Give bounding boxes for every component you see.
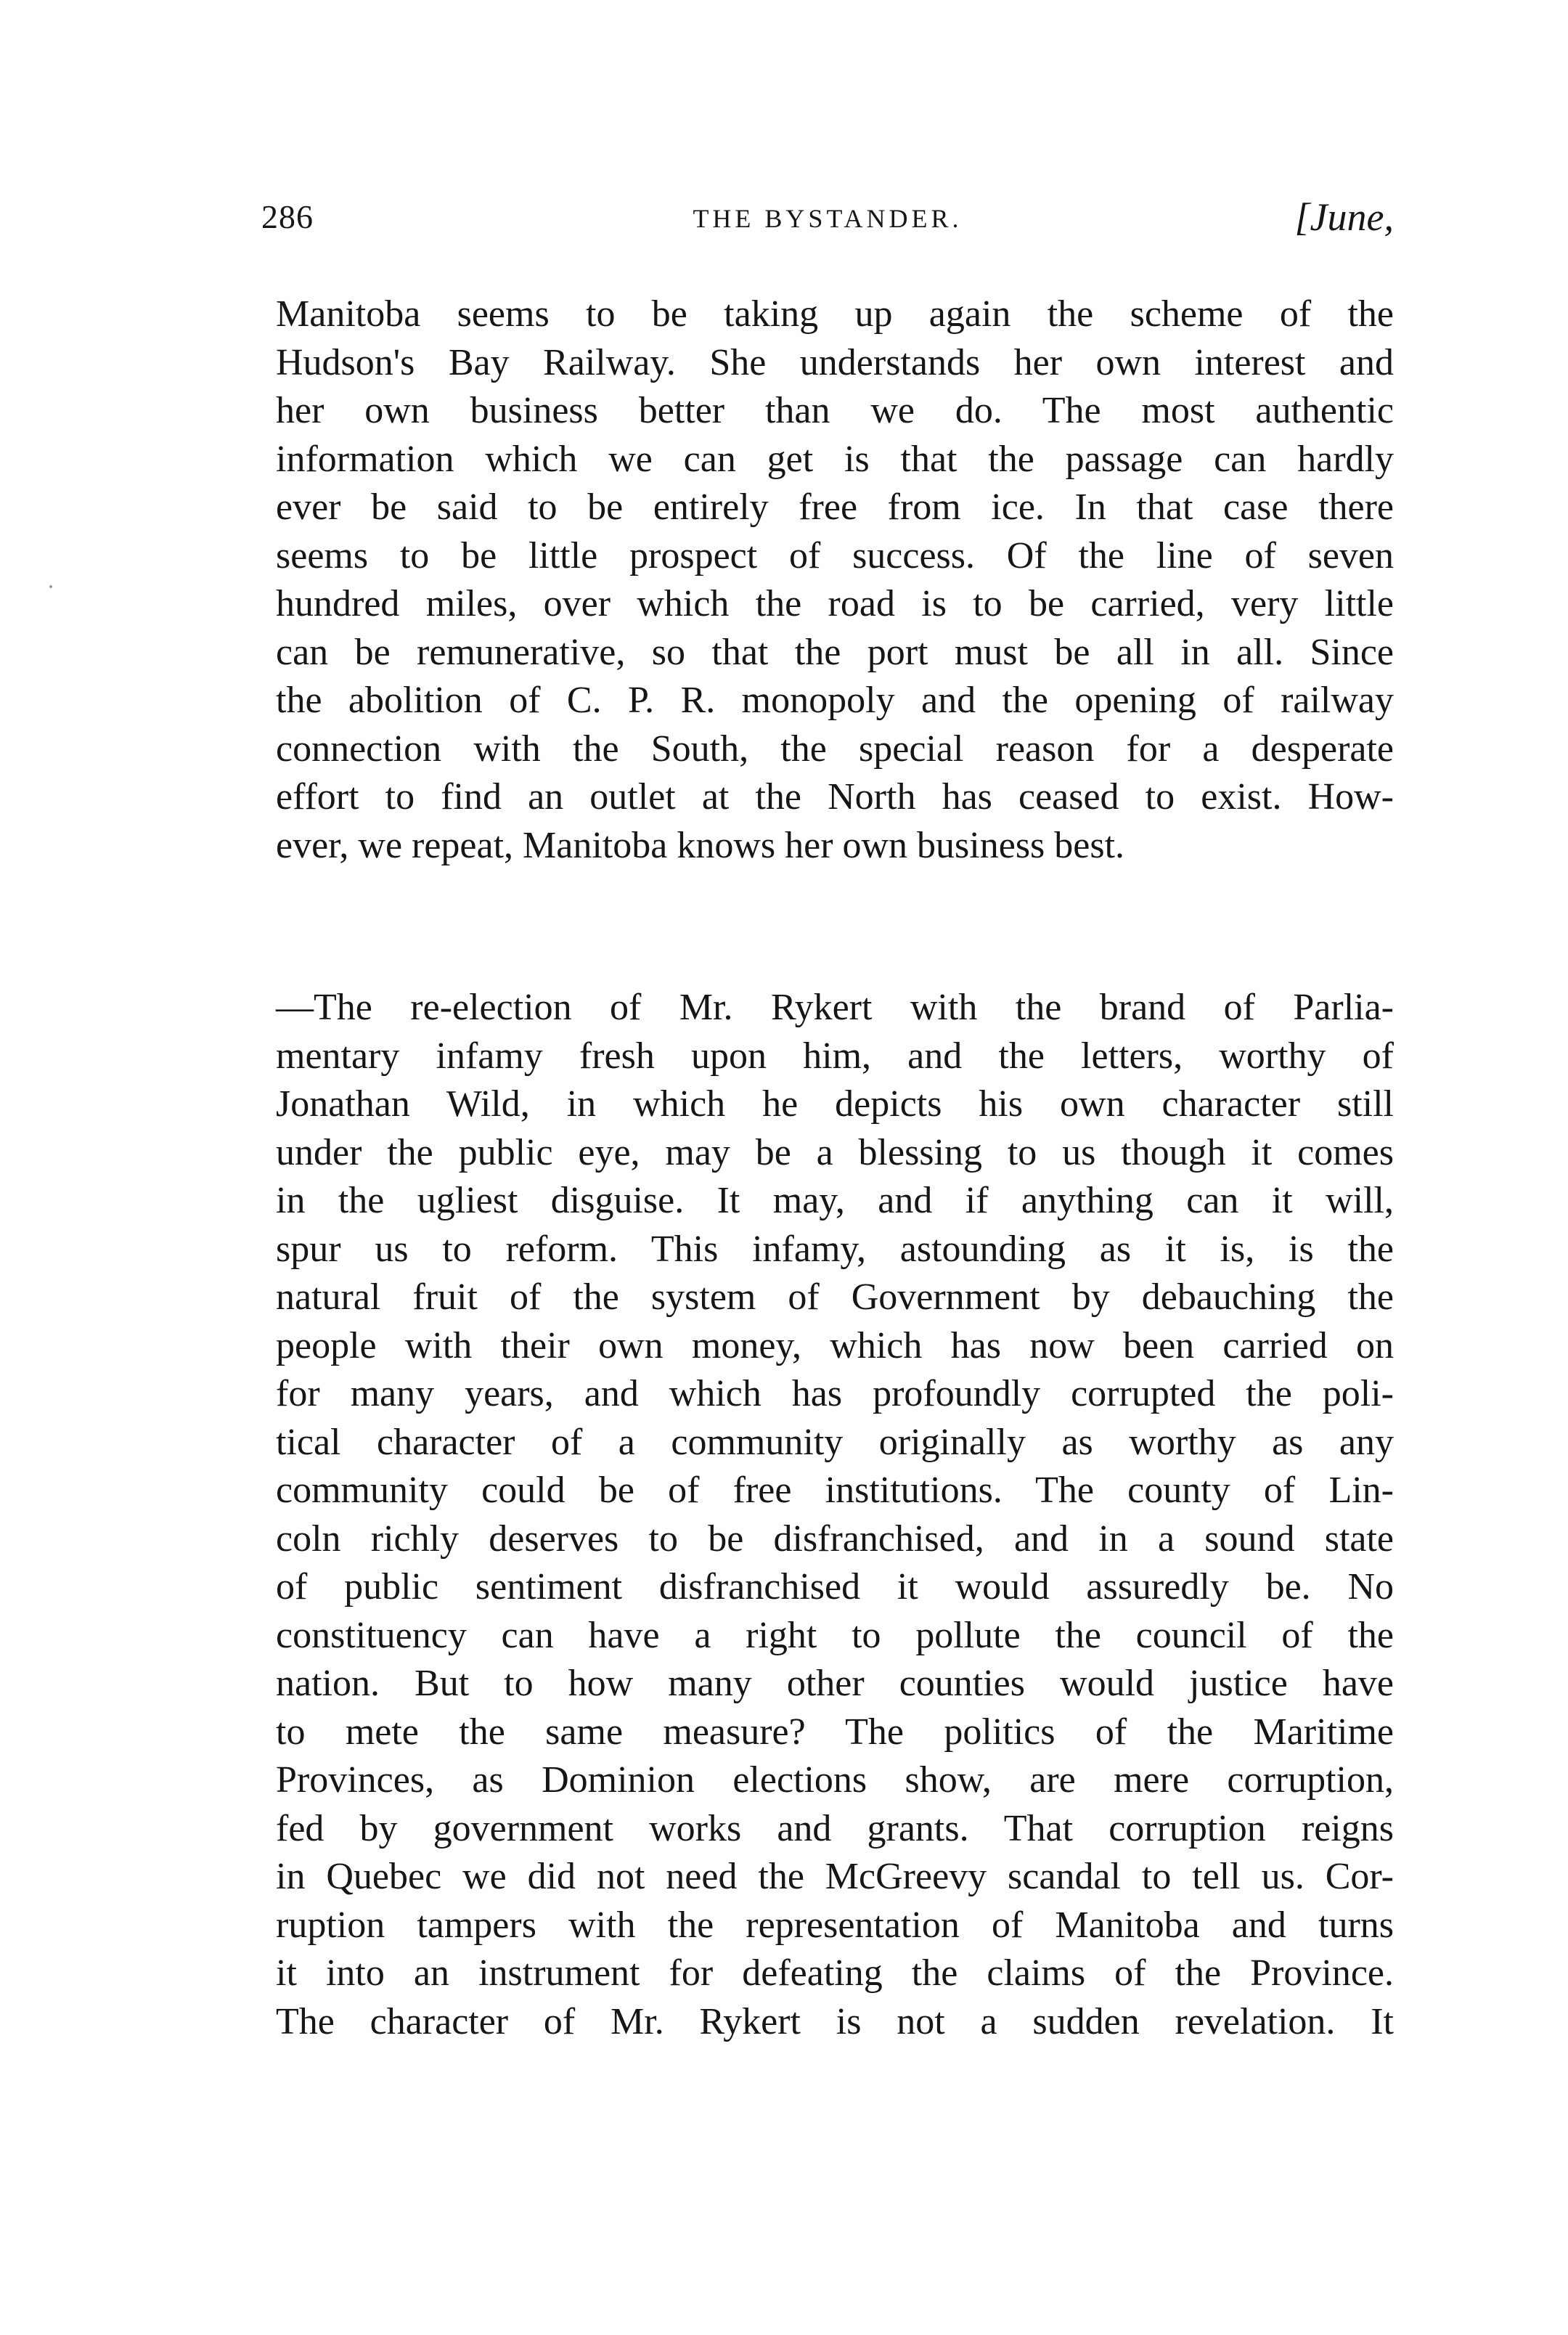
text-line: constituency can have a right to pollute the council of the bbox=[276, 1614, 1394, 1656]
text-line: natural fruit of the system of Government by debauching the bbox=[276, 1276, 1394, 1318]
text-line: mentary infamy fresh upon him, and the letters, worthy of bbox=[276, 1035, 1394, 1077]
text-line: of public sentiment disfranchised it would assuredly be. No bbox=[276, 1566, 1394, 1607]
page-number: 286 bbox=[261, 198, 314, 235]
text-line: in Quebec we did not need the McGreevy scandal to tell us. Cor- bbox=[276, 1856, 1394, 1897]
text-line: spur us to reform. This infamy, astounding as it is, is the bbox=[276, 1228, 1394, 1270]
text-line: under the public eye, may be a blessing to us though it comes bbox=[276, 1131, 1394, 1173]
text-line: the abolition of C. P. R. monopoly and the opening of railway bbox=[276, 680, 1394, 721]
paragraph-manitoba-railway bbox=[276, 290, 1394, 870]
text-line: coln richly deserves to be disfranchised, and in a sound state bbox=[276, 1517, 1394, 1560]
paragraph-rykert-reelection bbox=[276, 984, 1394, 2046]
text-line: nation. But to how many other counties would justice have bbox=[276, 1663, 1394, 1704]
text-line: seems to be little prospect of success. Of the line of seven bbox=[276, 534, 1394, 576]
running-title: THE BYSTANDER. bbox=[693, 204, 963, 233]
text-line: fed by government works and grants. That corruption reigns bbox=[276, 1807, 1394, 1849]
text-line: ever be said to be entirely free from ice. In that case there bbox=[276, 486, 1394, 528]
text-line: hundred miles, over which the road is to be carried, very little bbox=[276, 583, 1394, 624]
text-line: Provinces, as Dominion elections show, are mere corruption, bbox=[276, 1759, 1394, 1801]
text-line: Hudson's Bay Railway. She understands her own interest and bbox=[276, 341, 1394, 383]
text-line: information which we can get is that the passage can hardly bbox=[276, 438, 1394, 480]
text-line: —The re-election of Mr. Rykert with the brand of Parlia- bbox=[276, 987, 1394, 1028]
running-month: [June, bbox=[1294, 195, 1394, 239]
text-line: for many years, and which has profoundly corrupted the poli- bbox=[276, 1373, 1394, 1414]
scan-speck bbox=[49, 585, 52, 588]
text-line: in the ugliest disguise. It may, and if anything can it will, bbox=[276, 1180, 1394, 1221]
text-line: connection with the South, the special reason for a desperate bbox=[276, 728, 1394, 770]
text-line: Manitoba seems to be taking up again the scheme of the bbox=[276, 293, 1394, 335]
text-line: effort to find an outlet at the North has ceased to exist. How- bbox=[276, 776, 1394, 818]
text-line: community could be of free institutions. The county of Lin- bbox=[276, 1470, 1394, 1511]
text-line: her own business better than we do. The most authentic bbox=[276, 390, 1394, 431]
text-line: ever, we repeat, Manitoba knows her own business best. bbox=[276, 824, 1125, 866]
text-line: The character of Mr. Rykert is not a sudden revelation. It bbox=[276, 2000, 1394, 2042]
text-line: to mete the same measure? The politics of the Maritime bbox=[276, 1711, 1394, 1753]
running-header bbox=[261, 195, 1394, 260]
text-line: can be remunerative, so that the port must be all in all. Since bbox=[276, 631, 1394, 673]
text-line: it into an instrument for defeating the claims of the Province. bbox=[276, 1952, 1394, 1994]
text-line: ruption tampers with the representation of Manitoba and turns bbox=[276, 1904, 1394, 1946]
text-line: people with their own money, which has now been carried on bbox=[276, 1324, 1394, 1366]
text-line: Jonathan Wild, in which he depicts his own character still bbox=[276, 1083, 1394, 1125]
text-line: tical character of a community originally as worthy as any bbox=[276, 1421, 1394, 1463]
